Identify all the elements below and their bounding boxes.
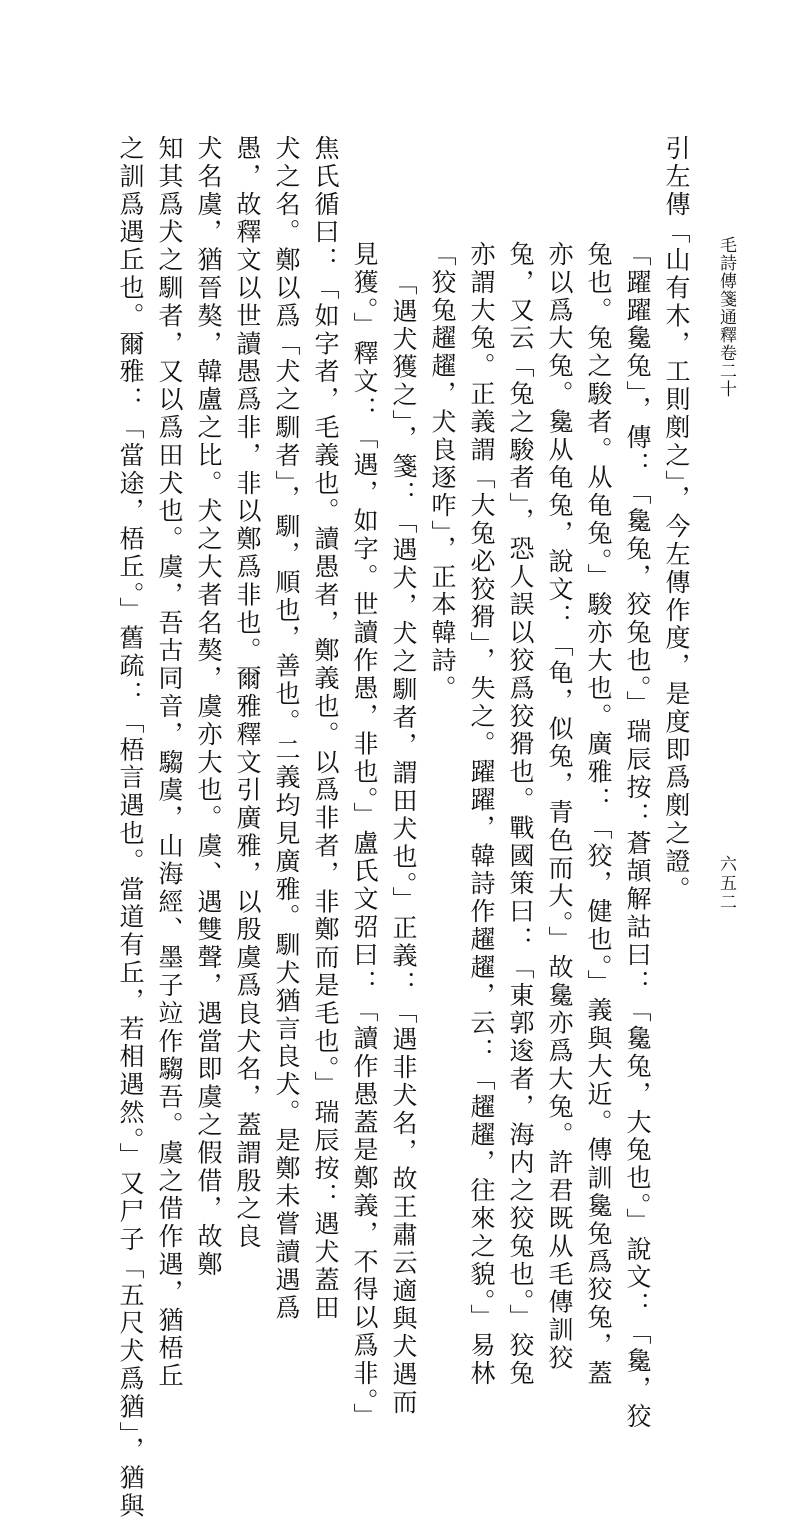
text-column: 兔也。兔之駿者。从龟兔。」駿亦大也。廣雅：「狡，健也。」義與大近。傳訓毚兔爲狡兔，蓋 [584, 241, 613, 1388]
text-column: 「躍躍毚兔」，傳：「毚兔，狡兔也。」瑞辰按：蒼頡解詁曰：「毚兔，大兔也。」說文：「毚，狡 [623, 241, 652, 1432]
text-column: 亦謂大兔。正義謂「大兔必狡猾」，失之。躍躍，韓詩作趯趯，云：「趯趯，往來之貌。」易林 [467, 241, 496, 1388]
text-column: 愚，故釋文以世讀愚爲非，非以鄭爲非也。爾雅釋文引廣雅，以殷虞爲良犬名，蓋謂殷之良 [233, 135, 262, 1251]
running-title: 毛詩傳箋通釋卷二十 [716, 236, 736, 398]
page-number: 六五二 [716, 855, 736, 912]
text-column: 犬之名。鄭以爲「犬之馴者」，馴，順也，善也。二義均見廣雅。馴犬猶言良犬。是鄭未嘗讀遇爲 [272, 135, 301, 1323]
text-column: 「狡兔趯趯，犬良逐咋」，正本韓詩。 [428, 241, 457, 703]
text-column: 兔，又云「兔之駿者」，恐人誤以狡爲狡猾也。戰國策曰：「東郭逡者，海内之狡兔也。」狡兔 [506, 241, 535, 1388]
text-column: 之訓爲遇丘也。爾雅：「當途，梧丘。」舊疏：「梧言遇也。當道有丘，若相遇然。」又尸子「五尺犬爲猶」，猶與 [116, 135, 145, 1520]
text-column: 亦以爲大兔。毚从龟兔，說文：「龟，似兔，青色而大。」故毚亦爲大兔。許君既从毛傳訓狡 [545, 241, 574, 1373]
text-column: 焦氏循曰：「如字者，毛義也。讀愚者，鄭義也。以爲非者，非鄭而是毛也。」瑞辰按：遇犬蓋田 [311, 135, 340, 1323]
text-column: 犬名虞，猶晉獒，韓盧之比。犬之大者名獒，虞亦大也。虞、遇雙聲，遇當即虞之假借，故鄭 [194, 135, 223, 1279]
text-column: 知其爲犬之馴者，又以爲田犬也。虞，吾古同音，騶虞，山海經、墨子竝作騶吾。虞之借作遇，猶梧丘 [155, 135, 184, 1391]
text-column: 「遇犬獲之」，箋：「遇犬，犬之馴者，謂田犬也。」正義：「遇非犬名，故王肅云適與犬遇而 [389, 270, 418, 1417]
text-column: 見獲。」釋文：「遇，如字。世讀作愚，非也。」盧氏文弨曰：「讀作愚蓋是鄭義，不得以爲非。」 [350, 241, 379, 1432]
text-column: 引左傳「山有木，工則剫之」，今左傳作度，是度即爲剫之證。 [662, 135, 691, 904]
